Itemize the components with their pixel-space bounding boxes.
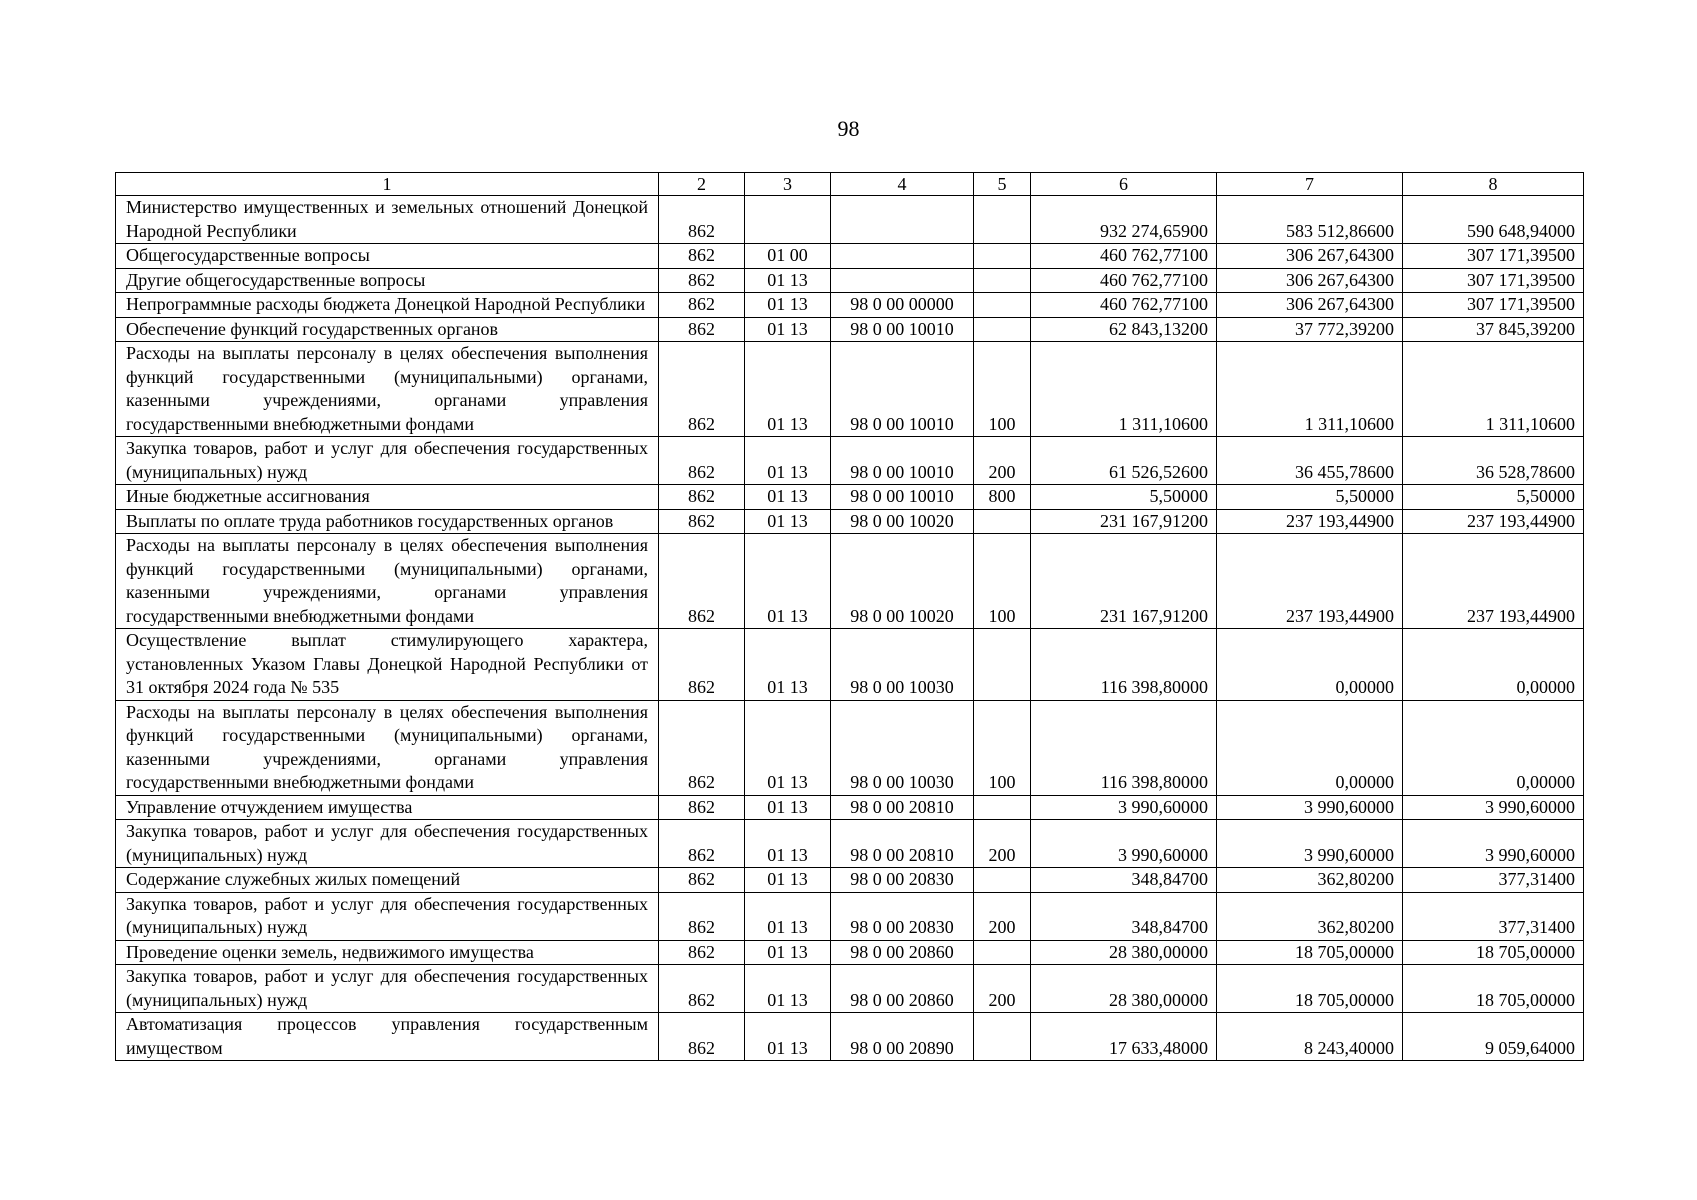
section-code-cell: 01 13: [745, 965, 831, 1013]
table-row: [116, 534, 1584, 629]
target-article-cell: 98 0 00 10020: [831, 509, 974, 534]
table-row: [116, 244, 1584, 269]
row-name-cell: Министерство имущественных и земельных отношений Донецкой Народной Республики: [116, 196, 659, 244]
table-row: [116, 629, 1584, 701]
section-code-cell: 01 13: [745, 629, 831, 701]
expense-type-cell: [974, 293, 1031, 318]
table-body: [116, 196, 1584, 1061]
ministry-code-cell: 862: [659, 965, 745, 1013]
ministry-code-cell: 862: [659, 293, 745, 318]
target-article-cell: [831, 196, 974, 244]
amount-col8-cell: 237 193,44900: [1403, 534, 1584, 629]
table-row: [116, 317, 1584, 342]
ministry-code-cell: 862: [659, 868, 745, 893]
row-name-cell: Закупка товаров, работ и услуг для обеспечения государственных (муниципальных) нужд: [116, 892, 659, 940]
section-code-cell: 01 13: [745, 342, 831, 437]
target-article-cell: 98 0 00 10030: [831, 629, 974, 701]
row-name-cell: Расходы на выплаты персоналу в целях обеспечения выполнения функций государственными (муниципальными) органами, казенными учреждениями, органами управления государственными внебюджетными фондами: [116, 342, 659, 437]
target-article-cell: 98 0 00 20810: [831, 795, 974, 820]
table-row: [116, 509, 1584, 534]
table-row: [116, 795, 1584, 820]
page-number: 98: [837, 116, 860, 141]
amount-col7-cell: 306 267,64300: [1217, 244, 1403, 269]
expense-type-cell: [974, 268, 1031, 293]
amount-col6-cell: 116 398,80000: [1031, 629, 1217, 701]
ministry-code-cell: 862: [659, 485, 745, 510]
amount-col7-cell: 362,80200: [1217, 868, 1403, 893]
table-row: [116, 892, 1584, 940]
ministry-code-cell: 862: [659, 700, 745, 795]
section-code-cell: 01 00: [745, 244, 831, 269]
amount-col7-cell: 5,50000: [1217, 485, 1403, 510]
target-article-cell: [831, 244, 974, 269]
amount-col7-cell: 306 267,64300: [1217, 268, 1403, 293]
amount-col8-cell: 18 705,00000: [1403, 965, 1584, 1013]
amount-col8-cell: 36 528,78600: [1403, 437, 1584, 485]
ministry-code-cell: 862: [659, 268, 745, 293]
amount-col6-cell: 3 990,60000: [1031, 820, 1217, 868]
table-row: [116, 196, 1584, 244]
amount-col6-cell: 348,84700: [1031, 892, 1217, 940]
expense-type-cell: [974, 317, 1031, 342]
ministry-code-cell: 862: [659, 437, 745, 485]
amount-col8-cell: 0,00000: [1403, 700, 1584, 795]
target-article-cell: [831, 268, 974, 293]
budget-table: [115, 172, 1584, 1061]
section-code-cell: 01 13: [745, 509, 831, 534]
section-code-cell: 01 13: [745, 268, 831, 293]
ministry-code-cell: 862: [659, 244, 745, 269]
column-header: 5: [974, 173, 1031, 196]
expense-type-cell: 100: [974, 700, 1031, 795]
target-article-cell: 98 0 00 20860: [831, 965, 974, 1013]
expense-type-cell: [974, 940, 1031, 965]
row-name-cell: Закупка товаров, работ и услуг для обеспечения государственных (муниципальных) нужд: [116, 820, 659, 868]
target-article-cell: 98 0 00 10010: [831, 317, 974, 342]
row-name-cell: Закупка товаров, работ и услуг для обеспечения государственных (муниципальных) нужд: [116, 965, 659, 1013]
target-article-cell: 98 0 00 20860: [831, 940, 974, 965]
amount-col6-cell: 28 380,00000: [1031, 940, 1217, 965]
row-name-cell: Выплаты по оплате труда работников государственных органов: [116, 509, 659, 534]
amount-col7-cell: 237 193,44900: [1217, 534, 1403, 629]
amount-col7-cell: 362,80200: [1217, 892, 1403, 940]
row-name-cell: Автоматизация процессов управления государственным имуществом: [116, 1013, 659, 1061]
section-code-cell: [745, 196, 831, 244]
column-header: 4: [831, 173, 974, 196]
column-header: 2: [659, 173, 745, 196]
amount-col6-cell: 5,50000: [1031, 485, 1217, 510]
amount-col6-cell: 1 311,10600: [1031, 342, 1217, 437]
amount-col6-cell: 348,84700: [1031, 868, 1217, 893]
amount-col7-cell: 18 705,00000: [1217, 965, 1403, 1013]
amount-col8-cell: 307 171,39500: [1403, 268, 1584, 293]
row-name-cell: Закупка товаров, работ и услуг для обеспечения государственных (муниципальных) нужд: [116, 437, 659, 485]
column-header: 6: [1031, 173, 1217, 196]
amount-col8-cell: 5,50000: [1403, 485, 1584, 510]
column-header: 1: [116, 173, 659, 196]
expense-type-cell: 800: [974, 485, 1031, 510]
section-code-cell: 01 13: [745, 317, 831, 342]
amount-col7-cell: 583 512,86600: [1217, 196, 1403, 244]
expense-type-cell: [974, 868, 1031, 893]
amount-col7-cell: 36 455,78600: [1217, 437, 1403, 485]
ministry-code-cell: 862: [659, 509, 745, 534]
ministry-code-cell: 862: [659, 534, 745, 629]
section-code-cell: 01 13: [745, 485, 831, 510]
section-code-cell: 01 13: [745, 892, 831, 940]
expense-type-cell: [974, 244, 1031, 269]
amount-col8-cell: 307 171,39500: [1403, 244, 1584, 269]
row-name-cell: Расходы на выплаты персоналу в целях обеспечения выполнения функций государственными (муниципальными) органами, казенными учреждениями, органами управления государственными внебюджетными фондами: [116, 534, 659, 629]
target-article-cell: 98 0 00 20810: [831, 820, 974, 868]
row-name-cell: Содержание служебных жилых помещений: [116, 868, 659, 893]
amount-col7-cell: 1 311,10600: [1217, 342, 1403, 437]
amount-col6-cell: 62 843,13200: [1031, 317, 1217, 342]
amount-col8-cell: 9 059,64000: [1403, 1013, 1584, 1061]
row-name-cell: Иные бюджетные ассигнования: [116, 485, 659, 510]
expense-type-cell: 200: [974, 437, 1031, 485]
table-row: [116, 437, 1584, 485]
section-code-cell: 01 13: [745, 1013, 831, 1061]
ministry-code-cell: 862: [659, 317, 745, 342]
section-code-cell: 01 13: [745, 820, 831, 868]
amount-col7-cell: 8 243,40000: [1217, 1013, 1403, 1061]
expense-type-cell: [974, 1013, 1031, 1061]
target-article-cell: 98 0 00 10030: [831, 700, 974, 795]
section-code-cell: 01 13: [745, 534, 831, 629]
table-row: [116, 820, 1584, 868]
amount-col8-cell: 18 705,00000: [1403, 940, 1584, 965]
amount-col7-cell: 3 990,60000: [1217, 820, 1403, 868]
expense-type-cell: [974, 196, 1031, 244]
amount-col6-cell: 116 398,80000: [1031, 700, 1217, 795]
row-name-cell: Обеспечение функций государственных органов: [116, 317, 659, 342]
amount-col7-cell: 0,00000: [1217, 629, 1403, 701]
target-article-cell: 98 0 00 10010: [831, 437, 974, 485]
ministry-code-cell: 862: [659, 629, 745, 701]
row-name-cell: Непрограммные расходы бюджета Донецкой Народной Республики: [116, 293, 659, 318]
amount-col7-cell: 37 772,39200: [1217, 317, 1403, 342]
column-header: 3: [745, 173, 831, 196]
amount-col6-cell: 460 762,77100: [1031, 268, 1217, 293]
ministry-code-cell: 862: [659, 892, 745, 940]
ministry-code-cell: 862: [659, 940, 745, 965]
amount-col8-cell: 1 311,10600: [1403, 342, 1584, 437]
amount-col6-cell: 460 762,77100: [1031, 293, 1217, 318]
amount-col8-cell: 3 990,60000: [1403, 820, 1584, 868]
table-row: [116, 268, 1584, 293]
target-article-cell: 98 0 00 10010: [831, 485, 974, 510]
amount-col8-cell: 590 648,94000: [1403, 196, 1584, 244]
column-header: 8: [1403, 173, 1584, 196]
ministry-code-cell: 862: [659, 820, 745, 868]
amount-col8-cell: 237 193,44900: [1403, 509, 1584, 534]
amount-col7-cell: 306 267,64300: [1217, 293, 1403, 318]
amount-col6-cell: 231 167,91200: [1031, 534, 1217, 629]
amount-col6-cell: 231 167,91200: [1031, 509, 1217, 534]
target-article-cell: 98 0 00 10010: [831, 342, 974, 437]
ministry-code-cell: 862: [659, 795, 745, 820]
amount-col8-cell: 307 171,39500: [1403, 293, 1584, 318]
target-article-cell: 98 0 00 10020: [831, 534, 974, 629]
expense-type-cell: 100: [974, 342, 1031, 437]
section-code-cell: 01 13: [745, 940, 831, 965]
amount-col7-cell: 237 193,44900: [1217, 509, 1403, 534]
row-name-cell: Управление отчуждением имущества: [116, 795, 659, 820]
ministry-code-cell: 862: [659, 196, 745, 244]
amount-col8-cell: 377,31400: [1403, 892, 1584, 940]
row-name-cell: Расходы на выплаты персоналу в целях обеспечения выполнения функций государственными (муниципальными) органами, казенными учреждениями, органами управления государственными внебюджетными фондами: [116, 700, 659, 795]
amount-col7-cell: 0,00000: [1217, 700, 1403, 795]
expense-type-cell: [974, 629, 1031, 701]
amount-col8-cell: 377,31400: [1403, 868, 1584, 893]
section-code-cell: 01 13: [745, 868, 831, 893]
amount-col6-cell: 61 526,52600: [1031, 437, 1217, 485]
amount-col8-cell: 37 845,39200: [1403, 317, 1584, 342]
target-article-cell: 98 0 00 20890: [831, 1013, 974, 1061]
row-name-cell: Другие общегосударственные вопросы: [116, 268, 659, 293]
table-row: [116, 342, 1584, 437]
amount-col7-cell: 3 990,60000: [1217, 795, 1403, 820]
amount-col6-cell: 460 762,77100: [1031, 244, 1217, 269]
row-name-cell: Осуществление выплат стимулирующего характера, установленных Указом Главы Донецкой Народной Республики от 31 октября 2024 года № 535: [116, 629, 659, 701]
row-name-cell: Проведение оценки земель, недвижимого имущества: [116, 940, 659, 965]
section-code-cell: 01 13: [745, 293, 831, 318]
amount-col6-cell: 28 380,00000: [1031, 965, 1217, 1013]
ministry-code-cell: 862: [659, 1013, 745, 1061]
target-article-cell: 98 0 00 00000: [831, 293, 974, 318]
expense-type-cell: [974, 795, 1031, 820]
table-row: [116, 293, 1584, 318]
amount-col6-cell: 932 274,65900: [1031, 196, 1217, 244]
section-code-cell: 01 13: [745, 700, 831, 795]
table-row: [116, 700, 1584, 795]
row-name-cell: Общегосударственные вопросы: [116, 244, 659, 269]
expense-type-cell: 200: [974, 892, 1031, 940]
table-row: [116, 965, 1584, 1013]
amount-col7-cell: 18 705,00000: [1217, 940, 1403, 965]
table-row: [116, 1013, 1584, 1061]
table-row: [116, 940, 1584, 965]
expense-type-cell: 100: [974, 534, 1031, 629]
column-header: 7: [1217, 173, 1403, 196]
table-row: [116, 485, 1584, 510]
ministry-code-cell: 862: [659, 342, 745, 437]
table-row: [116, 868, 1584, 893]
amount-col8-cell: 0,00000: [1403, 629, 1584, 701]
expense-type-cell: 200: [974, 965, 1031, 1013]
target-article-cell: 98 0 00 20830: [831, 868, 974, 893]
expense-type-cell: [974, 509, 1031, 534]
amount-col6-cell: 17 633,48000: [1031, 1013, 1217, 1061]
expense-type-cell: 200: [974, 820, 1031, 868]
amount-col6-cell: 3 990,60000: [1031, 795, 1217, 820]
section-code-cell: 01 13: [745, 795, 831, 820]
target-article-cell: 98 0 00 20830: [831, 892, 974, 940]
section-code-cell: 01 13: [745, 437, 831, 485]
header-row: [116, 173, 1584, 196]
amount-col8-cell: 3 990,60000: [1403, 795, 1584, 820]
